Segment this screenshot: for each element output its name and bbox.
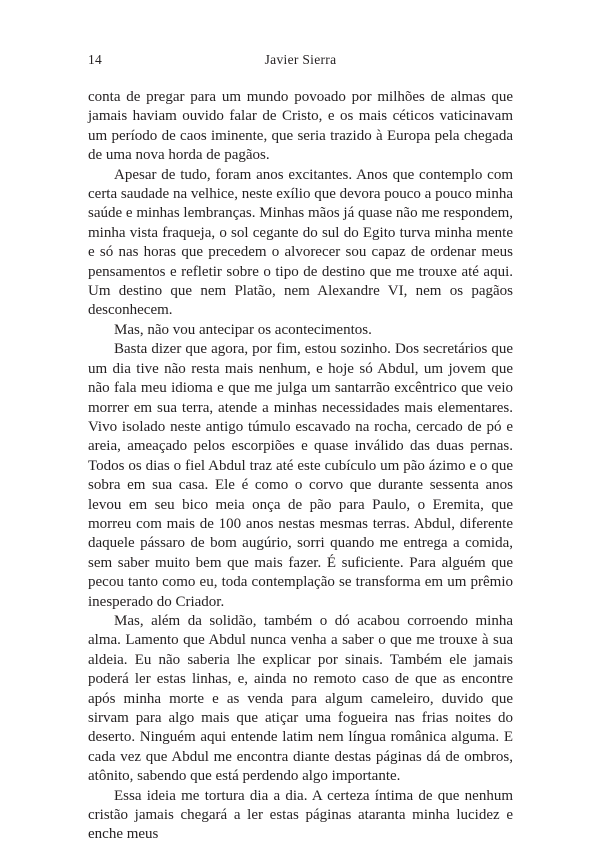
body-text xyxy=(88,88,513,845)
paragraph: Basta dizer que agora, por fim, estou sozinho. Dos secretários que um dia tive não resta mais nenhum, e hoje só Abdul, um jovem que não fala meu idioma e que me julga um santarrão excêntrico que veio morrer em sua terra, atende a minhas necessidades mais elementares. Vivo isolado neste antigo túmulo escavado na rocha, cercado de pó e areia, ameaçado pelos escorpiões e quase inválido das duas pernas. Todos os dias o fiel Abdul traz até este cubículo um pão ázimo e o que sobra em sua casa. Ele é como o corvo que durante sessenta anos levou em seu bico meia onça de pão para Paulo, o Eremita, que morreu com mais de 100 anos nestas mesmas terras. Abdul, diferente daquele pássaro de bom augúrio, sorri quando me entrega a comida, sem saber muito bem que mais fazer. É suficiente. Para alguém que pecou tanto como eu, toda contemplação se transforma em um prêmio inesperado do Criador. xyxy=(88,341,513,610)
paragraph: Mas, não vou antecipar os acontecimentos. xyxy=(114,321,372,338)
page-number: 14 xyxy=(88,52,103,67)
running-head xyxy=(88,52,513,76)
running-title: Javier Sierra xyxy=(264,52,337,67)
paragraph: conta de pregar para um mundo povoado por milhões de almas que jamais haviam ouvido falar de Cristo, e os mais céticos vaticinavam um período de caos iminente, que seria trazido à Europa pela chegada de uma nova horda de pagãos. xyxy=(88,89,513,164)
paragraph: Mas, além da solidão, também o dó acabou corroendo minha alma. Lamento que Abdul nunca venha a saber o que me trouxe à sua aldeia. Eu não saberia lhe explicar por sinais. Também ele jamais poderá ler estas linhas, e, ainda no remoto caso de que as encontre após minha morte e as venda para algum cameleiro, duvido que sirvam para algo mais que atiçar uma fogueira nas frias noites do deserto. Ninguém aqui entende latim nem língua românica alguma. E cada vez que Abdul me encontra diante destas páginas dá de ombros, atônito, sabendo que está perdendo algo importante. xyxy=(88,612,513,785)
paragraph: Essa ideia me tortura dia a dia. A certeza íntima de que nenhum cristão jamais chegará a ler estas páginas ataranta minha lucidez e enche meus xyxy=(88,787,513,843)
paragraph: Apesar de tudo, foram anos excitantes. Anos que contemplo com certa saudade na velhice, neste exílio que devora pouco a pouco minha saúde e minhas lembranças. Minhas mãos já quase não me respondem, minha vista fraqueja, o sol cegante do sul do Egito turva minha mente e só nas horas que precedem o alvorecer sou capaz de ordenar meus pensamentos e refletir sobre o tipo de destino que me trouxe até aqui. Um destino que nem Platão, nem Alexandre VI, nem os pagãos desconhecem. xyxy=(88,166,513,319)
book-page xyxy=(88,52,513,845)
